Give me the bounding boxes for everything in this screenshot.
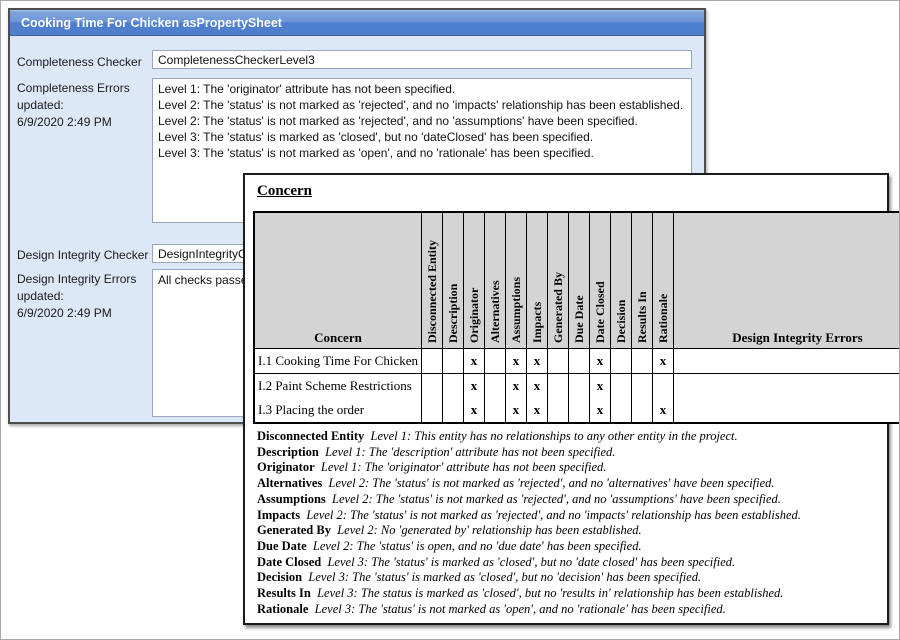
concern-row-label: I.1 Cooking Time For Chicken: [254, 349, 422, 374]
mark-cell: [611, 398, 632, 423]
legend-term: Description: [257, 444, 319, 459]
mark-cell: x: [590, 349, 611, 374]
design-integrity-errors-cell: [674, 398, 900, 423]
legend-entry: [257, 429, 879, 445]
mark-cell: [653, 374, 674, 399]
completeness-errors-updated-label: updated:: [17, 98, 64, 112]
mark-cell: [485, 374, 506, 399]
rotated-column-header: [569, 212, 590, 349]
legend-term: Decision: [257, 570, 303, 585]
design-integrity-errors-updated-time: 6/9/2020 2:49 PM: [17, 306, 112, 320]
mark-cell: [611, 374, 632, 399]
design-integrity-errors-label: [17, 271, 151, 322]
rotated-column-label: Impacts: [530, 301, 544, 343]
mark-cell: [632, 374, 653, 399]
mark-cell: [485, 398, 506, 423]
legend-definition: Level 3: The 'status' is marked as 'closed', but no 'decision' has been specified.: [308, 570, 702, 585]
mark-cell: x: [464, 398, 485, 423]
rotated-column-label: Decision: [614, 299, 628, 343]
legend-term: Originator: [257, 460, 315, 475]
rotated-column-header: [485, 212, 506, 349]
rotated-column-header: [464, 212, 485, 349]
mark-cell: x: [506, 374, 527, 399]
legend-entry: [257, 523, 879, 539]
rotated-column-label: Rationale: [656, 293, 670, 343]
completeness-checker-input[interactable]: [152, 50, 692, 69]
legend-entry: [257, 492, 879, 508]
mark-cell: [443, 398, 464, 423]
legend-entry: [257, 476, 879, 492]
legend-entry: [257, 460, 879, 476]
legend-term: Rationale: [257, 601, 309, 616]
mark-cell: [632, 349, 653, 374]
mark-cell: [422, 374, 443, 399]
design-integrity-errors-column-header: Design Integrity Errors: [674, 212, 900, 349]
completeness-checker-label: Completeness Checker: [17, 55, 142, 69]
legend-definition: Level 3: The 'status' is marked as 'closed', but no 'date closed' has been specified.: [327, 554, 736, 569]
legend-term: Alternatives: [257, 476, 323, 491]
legend-term: Disconnected Entity: [257, 429, 365, 443]
mark-cell: [443, 349, 464, 374]
mark-cell: x: [527, 374, 548, 399]
table-row: [254, 398, 900, 423]
concern-table-header-row: [254, 212, 900, 349]
legend-term: Results In: [257, 586, 311, 601]
property-sheet-titlebar[interactable]: Cooking Time For Chicken asPropertySheet: [10, 10, 704, 36]
mark-cell: [611, 349, 632, 374]
concern-column-header: Concern: [254, 212, 422, 349]
completeness-errors-label-text: Completeness Errors: [17, 81, 130, 95]
rotated-column-header: [611, 212, 632, 349]
legend-definition: Level 1: This entity has no relationships to any other entity in the project.: [370, 429, 738, 443]
mark-cell: [632, 398, 653, 423]
design-integrity-errors-updated-label: updated:: [17, 289, 64, 303]
mark-cell: [422, 398, 443, 423]
legend-definition: Level 2: The 'status' is not marked as 'rejected', and no 'assumptions' have been specified.: [332, 491, 781, 506]
legend-definition: Level 2: The 'status' is open, and no 'due date' has been specified.: [312, 538, 642, 553]
completeness-errors-updated-time: 6/9/2020 2:49 PM: [17, 115, 112, 129]
mark-cell: x: [464, 349, 485, 374]
legend-entry: [257, 586, 879, 602]
mark-cell: x: [506, 398, 527, 423]
mark-cell: [485, 349, 506, 374]
legend-entry: [257, 555, 879, 571]
rotated-column-header: [548, 212, 569, 349]
legend-definition: Level 2: The 'status' is not marked as 'rejected', and no 'alternatives' have been specified.: [328, 476, 775, 491]
rotated-column-label: Generated By: [551, 272, 565, 343]
rotated-column-header: [443, 212, 464, 349]
mark-cell: x: [527, 349, 548, 374]
rotated-column-header: [527, 212, 548, 349]
concern-row-label: I.3 Placing the order: [254, 398, 422, 423]
concern-matrix-table: [253, 211, 900, 424]
legend-definition: Level 2: The 'status' is not marked as 'rejected', and no 'impacts' relationship has been established.: [306, 507, 801, 522]
mark-cell: [443, 374, 464, 399]
rotated-column-header: [506, 212, 527, 349]
mark-cell: x: [653, 349, 674, 374]
design-integrity-errors-cell: [674, 349, 900, 374]
rotated-column-label: Disconnected Entity: [425, 240, 439, 343]
table-row: [254, 374, 900, 399]
rotated-column-label: Originator: [467, 287, 481, 343]
rotated-column-header: [422, 212, 443, 349]
rotated-column-label: Date Closed: [593, 281, 607, 343]
concern-report-window: [243, 173, 889, 625]
rotated-column-label: Description: [446, 283, 460, 343]
mark-cell: x: [590, 374, 611, 399]
rotated-column-label: Alternatives: [488, 280, 502, 343]
legend-definition: Level 1: The 'description' attribute has not been specified.: [325, 444, 616, 459]
mark-cell: [569, 349, 590, 374]
rotated-column-label: Due Date: [572, 295, 586, 343]
legend-term: Due Date: [257, 538, 307, 553]
legend-term: Date Closed: [257, 554, 322, 569]
rotated-column-header: [590, 212, 611, 349]
concern-row-label: I.2 Paint Scheme Restrictions: [254, 374, 422, 399]
legend-term: Impacts: [257, 507, 301, 522]
legend-term: Assumptions: [257, 491, 326, 506]
concern-heading: Concern: [257, 183, 312, 199]
legend-entry: [257, 602, 879, 618]
rotated-column-label: Results In: [635, 291, 649, 343]
mark-cell: x: [527, 398, 548, 423]
legend-entry: [257, 539, 879, 555]
table-row: [254, 349, 900, 374]
legend-definition: Level 1: The 'originator' attribute has not been specified.: [320, 460, 607, 475]
mark-cell: [422, 349, 443, 374]
legend-entry: [257, 445, 879, 461]
rotated-column-header: [632, 212, 653, 349]
mark-cell: x: [464, 374, 485, 399]
rule-legend: [257, 429, 879, 617]
completeness-errors-label: [17, 80, 151, 131]
mark-cell: x: [506, 349, 527, 374]
legend-entry: [257, 570, 879, 586]
design-integrity-errors-label-text: Design Integrity Errors: [17, 272, 137, 286]
legend-definition: Level 2: No 'generated by' relationship has been established.: [337, 523, 642, 538]
design-integrity-checker-label: Design Integrity Checker: [17, 248, 149, 262]
mark-cell: [548, 398, 569, 423]
mark-cell: [548, 374, 569, 399]
legend-definition: Level 3: The 'status' is not marked as 'open', and no 'rationale' has been specified.: [314, 601, 726, 616]
mark-cell: x: [653, 398, 674, 423]
rotated-column-header: [653, 212, 674, 349]
legend-entry: [257, 508, 879, 524]
rotated-column-label: Assumptions: [509, 276, 523, 343]
mark-cell: x: [590, 398, 611, 423]
legend-definition: Level 3: The status is marked as 'closed', but no 'results in' relationship has been established.: [317, 586, 784, 601]
mark-cell: [569, 374, 590, 399]
legend-term: Generated By: [257, 523, 331, 538]
design-integrity-errors-cell: [674, 374, 900, 399]
mark-cell: [548, 349, 569, 374]
mark-cell: [569, 398, 590, 423]
